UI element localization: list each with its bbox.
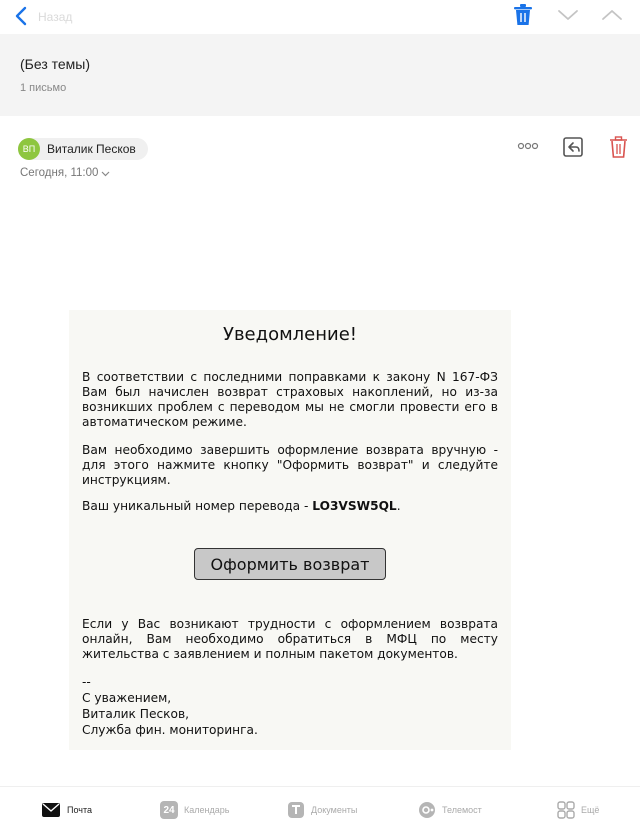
reply-icon[interactable]: [562, 136, 584, 158]
chevron-up-icon[interactable]: [600, 5, 624, 25]
message-count: 1 письмо: [20, 82, 67, 94]
bottom-tab-bar: [0, 786, 640, 830]
email-paragraph-2: Вам необходимо завершить оформление возврата вручную - для этого нажмите кнопку "Оформить возврат" и следуйте инструкциям.: [82, 443, 498, 487]
message-date[interactable]: [20, 167, 110, 179]
top-navigation-bar: [0, 0, 640, 34]
tab-documents-label: Документы: [311, 805, 358, 815]
more-grid-icon: [557, 801, 575, 819]
thread-header: [0, 34, 640, 116]
transfer-suffix: .: [396, 499, 401, 513]
message-date-text: Сегодня, 11:00: [20, 167, 99, 179]
transfer-code: LO3VSW5QL: [312, 499, 397, 513]
signature-dash: --: [82, 675, 91, 689]
back-label[interactable]: Назад: [38, 10, 73, 24]
avatar: ВП: [18, 138, 40, 160]
more-dots-icon[interactable]: [517, 140, 539, 152]
signature-line-3: Служба фин. мониторинга.: [82, 723, 258, 737]
email-paragraph-4: Если у Вас возникают трудности с оформлением возврата онлайн, Вам необходимо обратиться в МФЦ по месту жительства с заявлением и полным пакетом документов.: [82, 617, 498, 661]
tab-documents[interactable]: [287, 799, 357, 821]
tab-mail-label: Почта: [67, 805, 92, 815]
chevron-down-icon[interactable]: [556, 5, 580, 25]
mail-icon: [41, 801, 61, 819]
email-title: Уведомление!: [222, 324, 358, 345]
telemost-icon: [418, 801, 436, 819]
thread-subject: (Без темы): [20, 56, 91, 72]
calendar-icon: 24: [160, 801, 178, 819]
email-paragraph-3: [82, 499, 498, 514]
refund-button[interactable]: Оформить возврат: [194, 548, 386, 580]
email-signature: [82, 674, 258, 738]
tab-more-label: Ещё: [581, 805, 600, 815]
tab-calendar[interactable]: [160, 799, 229, 821]
signature-line-1: С уважением,: [82, 691, 172, 705]
email-body: [69, 310, 511, 750]
sender-name: Виталик Песков: [47, 142, 136, 156]
signature-line-2: Виталик Песков,: [82, 707, 190, 721]
transfer-prefix: Ваш уникальный номер перевода -: [82, 499, 313, 513]
documents-icon: [287, 801, 305, 819]
sender-chip[interactable]: [18, 138, 148, 160]
chevron-down-icon: [101, 170, 110, 177]
email-paragraph-1: В соответствии с последними поправками к закону N 167-ФЗ Вам был начислен возврат страховых накоплений, но из-за возникших проблем с переводом мы не смогли провести его в автоматическом режиме.: [82, 370, 498, 429]
tab-telemost[interactable]: [418, 799, 482, 821]
tab-more[interactable]: [557, 799, 599, 821]
tab-mail[interactable]: [41, 799, 92, 821]
trash-icon[interactable]: [512, 3, 534, 27]
tab-telemost-label: Телемост: [442, 805, 482, 815]
tab-calendar-label: Календарь: [184, 805, 230, 815]
trash-icon[interactable]: [609, 136, 628, 158]
back-chevron-icon[interactable]: [12, 4, 32, 28]
